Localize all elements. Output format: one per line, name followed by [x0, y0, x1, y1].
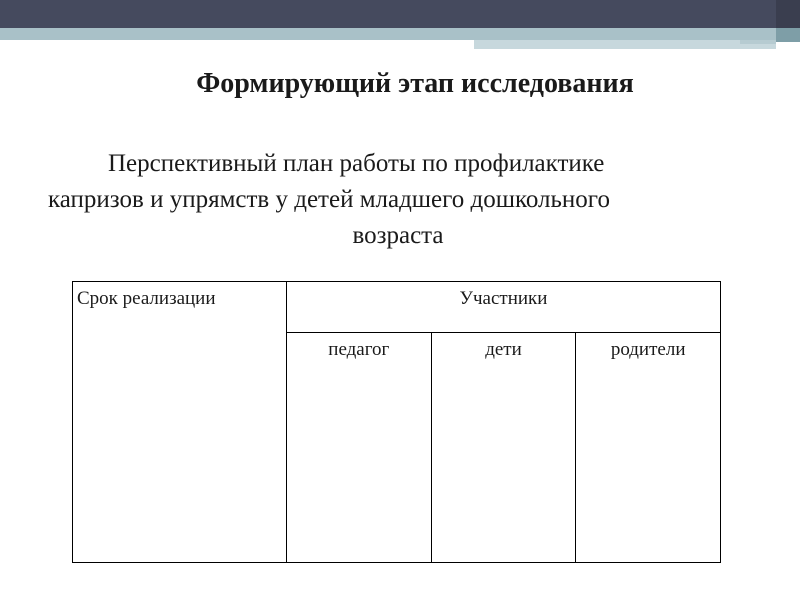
subtitle-line-3: возраста: [352, 222, 444, 249]
participant-children-cell: дети: [431, 333, 576, 563]
header-accent-corner: [776, 28, 800, 42]
header-accent-band: [0, 28, 776, 40]
header-accent-stripe-end: [740, 40, 776, 44]
participant-teacher-cell: педагог: [287, 333, 432, 563]
slide-subtitle: [36, 146, 760, 254]
plan-table: [72, 281, 721, 563]
subtitle-line-1: Перспективный план работы по профилактике: [108, 150, 605, 177]
term-header-cell: Срок реализации: [73, 282, 287, 563]
table-header-row: [73, 282, 721, 333]
header-band-corner: [776, 0, 800, 28]
slide-title: Формирующий этап исследования: [196, 68, 634, 99]
participants-header-cell: Участники: [287, 282, 721, 333]
subtitle-line-2: капризов и упрямств у детей младшего дошкольного: [48, 186, 610, 213]
header-band: [0, 0, 776, 28]
header-accent-stripe: [474, 40, 776, 49]
participant-parents-cell: родители: [576, 333, 721, 563]
